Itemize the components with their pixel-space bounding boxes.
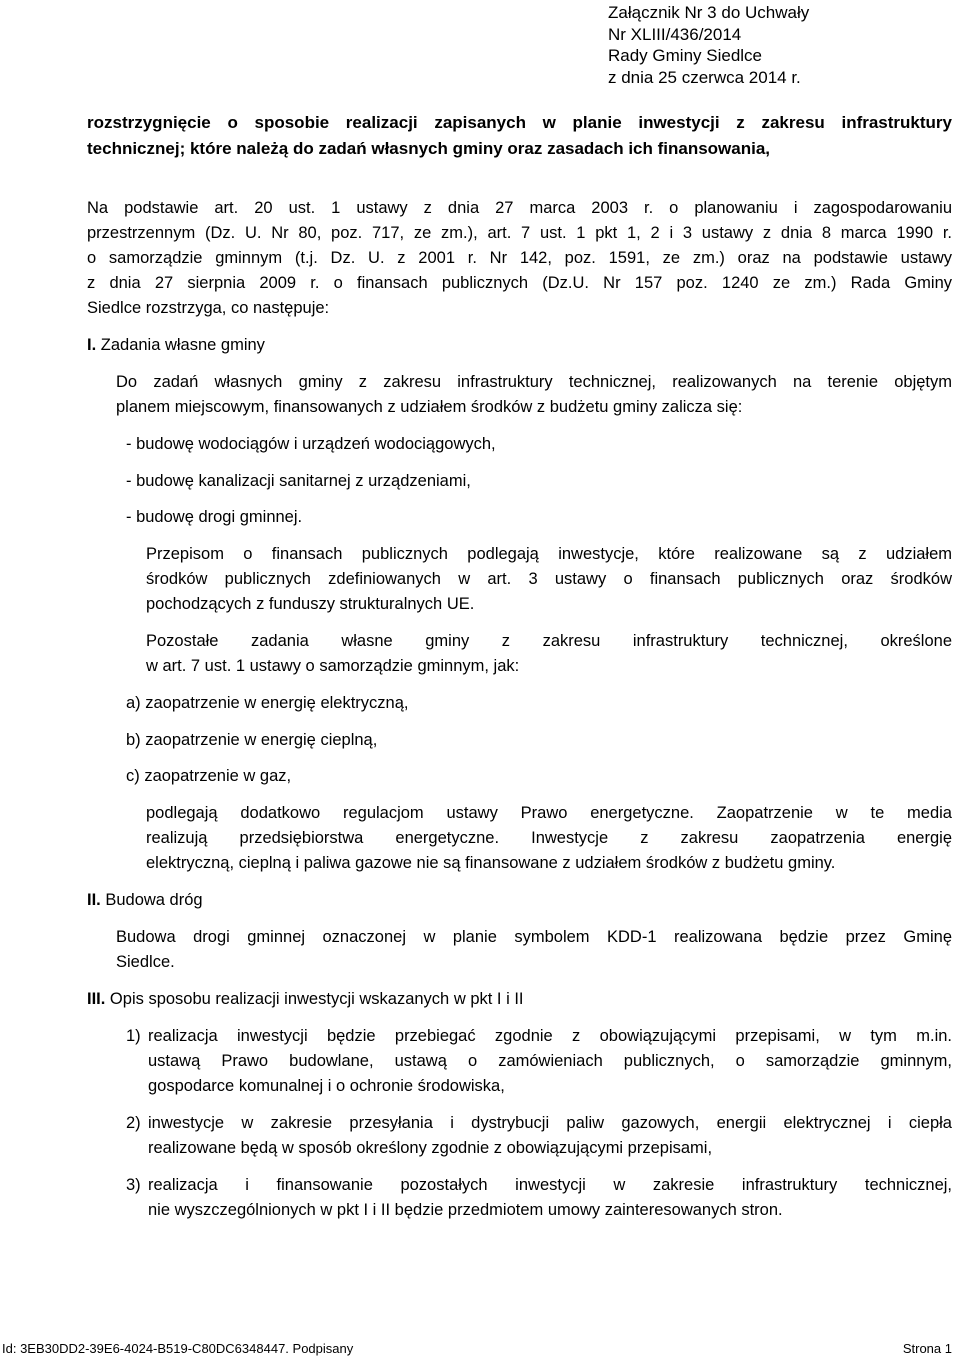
numbered-item-line: ustawą Prawo budowlane, ustawą o zamówieniach publicznych, o samorządzie gminnym, bbox=[148, 1052, 952, 1070]
section1-intro-line: Do zadań własnych gminy z zakresu infrastruktury technicznej, realizowanych na terenie objętym bbox=[116, 373, 952, 391]
list-item: a) zaopatrzenie w energię elektryczną, bbox=[126, 694, 409, 712]
paragraph-line: Pozostałe zadania własne gminy z zakresu infrastruktury technicznej, określone bbox=[146, 632, 952, 650]
numbered-item-line: realizacja inwestycji będzie przebiegać zgodnie z obowiązującymi przepisami, w tym m.in. bbox=[148, 1027, 952, 1045]
header-line: Rady Gminy Siedlce bbox=[608, 46, 763, 65]
preamble-line: przestrzennym (Dz. U. Nr 80, poz. 717, ze zm.), art. 7 ust. 1 pkt 1, 2 i 3 ustawy z dnia 8 marca 1990 r. bbox=[87, 224, 952, 242]
paragraph-line: elektryczną, cieplną i paliwa gazowe nie są finansowane z udziałem środków z budżetu gminy. bbox=[146, 854, 836, 872]
section-heading-1 bbox=[87, 336, 265, 355]
paragraph-line: Siedlce. bbox=[116, 953, 175, 971]
list-item: - budowę drogi gminnej. bbox=[126, 508, 303, 526]
section-numeral: I. bbox=[87, 336, 97, 354]
section-numeral: II. bbox=[87, 891, 101, 909]
paragraph-line: pochodzących z funduszy strukturalnych UE. bbox=[146, 595, 475, 613]
section-numeral: III. bbox=[87, 990, 106, 1008]
numbered-item-number: 3) bbox=[126, 1176, 141, 1194]
list-item: - budowę wodociągów i urządzeń wodociągowych, bbox=[126, 435, 496, 453]
section-heading-text: Budowa dróg bbox=[100, 891, 203, 909]
section-heading-text: Zadania własne gminy bbox=[96, 336, 265, 354]
paragraph-line: podlegają dodatkowo regulacjom ustawy Prawo energetyczne. Zaopatrzenie w te media bbox=[146, 804, 952, 822]
header-line: Nr XLIII/436/2014 bbox=[608, 24, 742, 44]
section-heading-text: Opis sposobu realizacji inwestycji wskazanych w pkt I i II bbox=[105, 990, 524, 1008]
list-item: c) zaopatrzenie w gaz, bbox=[126, 767, 292, 785]
document-title-line: rozstrzygnięcie o sposobie realizacji zapisanych w planie inwestycji z zakresu infrastruktury bbox=[87, 113, 952, 132]
preamble-line: z dnia 27 sierpnia 2009 r. o finansach publicznych (Dz.U. Nr 157 poz. 1240 ze zm.) Rada Gminy bbox=[87, 274, 952, 292]
preamble-line: Siedlce rozstrzyga, co następuje: bbox=[87, 299, 330, 317]
paragraph-line: Przepisom o finansach publicznych podlegają inwestycje, które realizowane są z udziałem bbox=[146, 545, 952, 563]
section-heading-2 bbox=[87, 891, 203, 910]
numbered-item-number: 1) bbox=[126, 1027, 141, 1045]
numbered-item-line: realizacja i finansowanie pozostałych inwestycji w zakresie infrastruktury technicznej, bbox=[148, 1176, 952, 1194]
paragraph-line: w art. 7 ust. 1 ustawy o samorządzie gminnym, jak: bbox=[146, 657, 520, 675]
preamble-line: o samorządzie gminnym (t.j. Dz. U. z 2001 r. Nr 142, poz. 1591, ze zm.) oraz na podstawie ustawy bbox=[87, 249, 952, 267]
list-item: b) zaopatrzenie w energię cieplną, bbox=[126, 731, 378, 749]
numbered-item-line: inwestycje w zakresie przesyłania i dystrybucji paliw gazowych, energii elektrycznej i ciepła bbox=[148, 1114, 952, 1132]
footer-document-id: Id: 3EB30DD2-39E6-4024-B519-C80DC6348447. Podpisany bbox=[2, 1341, 354, 1356]
header-line: Załącznik Nr 3 do Uchwały bbox=[608, 3, 810, 22]
paragraph-line: realizują przedsiębiorstwa energetyczne. Inwestycje z zakresu zaopatrzenia energię bbox=[146, 829, 952, 847]
document-title-line: technicznej; które należą do zadań własnych gminy oraz zasadach ich finansowania, bbox=[87, 139, 771, 158]
list-item: - budowę kanalizacji sanitarnej z urządzeniami, bbox=[126, 472, 471, 490]
header-line: z dnia 25 czerwca 2014 r. bbox=[608, 67, 801, 87]
numbered-item-line: gospodarce komunalnej i o ochronie środowiska, bbox=[148, 1077, 505, 1095]
paragraph-line: środków publicznych zdefiniowanych w art. 3 ustawy o finansach publicznych oraz środków bbox=[146, 570, 952, 588]
footer-page-number: Strona 1 bbox=[902, 1341, 952, 1356]
numbered-item-number: 2) bbox=[126, 1114, 141, 1132]
numbered-item-line: realizowane będą w sposób określony zgodnie z obowiązującymi przepisami, bbox=[148, 1139, 713, 1157]
section1-intro-line: planem miejscowym, finansowanych z udziałem środków z budżetu gminy zalicza się: bbox=[116, 398, 743, 416]
paragraph-line: Budowa drogi gminnej oznaczonej w planie symbolem KDD-1 realizowana będzie przez Gminę bbox=[116, 928, 952, 946]
preamble-line: Na podstawie art. 20 ust. 1 ustawy z dnia 27 marca 2003 r. o planowaniu i zagospodarowaniu bbox=[87, 199, 952, 217]
section-heading-3 bbox=[87, 990, 524, 1009]
attachment-header bbox=[608, 2, 809, 88]
numbered-item-line: nie wyszczególnionych w pkt I i II będzie przedmiotem umowy zainteresowanych stron. bbox=[148, 1201, 783, 1219]
